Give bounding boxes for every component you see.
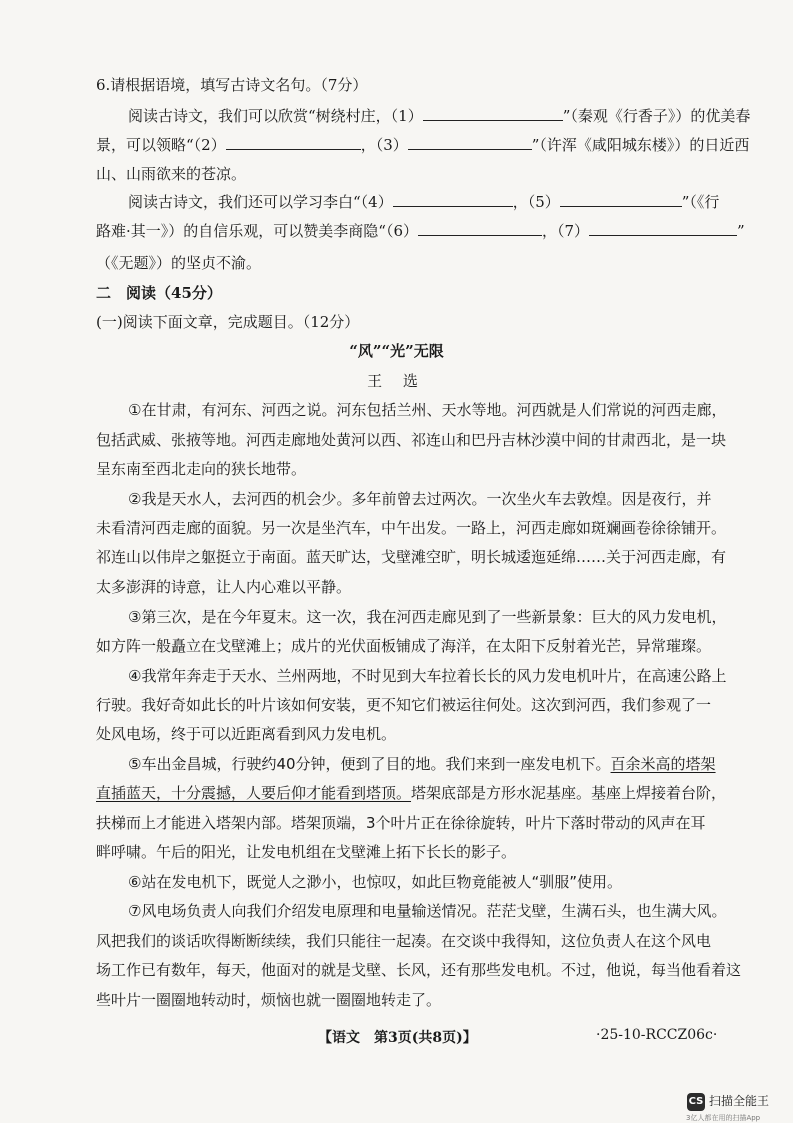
paragraph-3-line-2: 如方阵一般矗立在戈壁滩上；成片的光伏面板铺成了海洋，在太阳下反射着光芒，异常璀璨。 [96,637,712,655]
camscanner-tagline: 3亿人都在用的扫描App [686,1114,761,1122]
blank-3[interactable] [408,134,532,150]
page-footer-code: ·25-10-RCCZ06c· [596,1027,718,1043]
paragraph-2-line-4: 太多澎湃的诗意，让人内心难以平静。 [96,578,352,596]
paragraph-2-line-1: ②我是天水人，去河西的机会少。多年前曾去过两次。一次坐火车去敦煌。因是夜行，并 [128,490,712,508]
paragraph-2-line-2: 未看清河西走廊的面貌。另一次是坐汽车，中午出发。一路上，河西走廊如斑斓画卷徐徐铺开。 [96,519,727,537]
section-2-subheading: (一)阅读下面文章，完成题目。（12分） [96,313,360,331]
camscanner-name: 扫描全能王 [709,1094,770,1108]
question-6-line-3: 山、山雨欲来的苍凉。 [96,165,247,183]
paragraph-6-line-1: ⑥站在发电机下，既觉人之渺小，也惊叹，如此巨物竟能被人“驯服”使用。 [128,873,622,891]
blank-7[interactable] [589,220,737,236]
paragraph-4-line-1: ④我常年奔走于天水、兰州两地，不时见到大车拉着长长的风力发电机叶片，在高速公路上 [128,667,727,685]
blank-2[interactable] [226,134,361,150]
blank-5[interactable] [560,191,682,207]
paragraph-1-line-2: 包括武威、张掖等地。河西走廊地处黄河以西、祁连山和巴丹吉林沙漠中间的甘肃西北，是一块 [96,431,727,449]
blank-6[interactable] [418,220,542,236]
question-6-line-5: 路难·其一》）的自信乐观，可以赞美李商隐“（6） ，（7） ” [96,222,745,240]
page-footer-label: 【语文 第3页(共8页)】 [318,1030,477,1046]
question-6-heading: 6.请根据语境，填写古诗文名句。（7分） [96,76,368,94]
paragraph-2-line-3: 祁连山以伟岸之躯挺立于南面。蓝天旷达，戈壁滩空旷，明长城逶迤延绵……关于河西走廊，有 [96,548,727,566]
paragraph-7-line-2: 风把我们的谈话吹得断断续续，我们只能往一起凑。在交谈中我得知，这位负责人在这个风电 [96,932,712,950]
camscanner-logo-icon: CS [687,1093,705,1111]
paragraph-5-line-2: 直插蓝天，十分震撼，人要后仰才能看到塔顶。塔架底部是方形水泥基座。基座上焊接着台阶， [96,784,727,802]
paragraph-5-line-3: 扶梯而上才能进入塔架内部。塔架顶端，3个叶片正在徐徐旋转，叶片下落时带动的风声在耳 [96,814,706,832]
paragraph-4-line-2: 行驶。我好奇如此长的叶片该如何安装，更不知它们被运往何处。这次到河西，我们参观了一 [96,696,712,714]
article-title: “风”“光”无限 [349,342,444,360]
question-6-line-2: 景，可以领略“（2） ，（3） ”（许浑《咸阳城东楼》）的日近西 [96,136,750,154]
paragraph-7-line-4: 些叶片一圈圈地转动时，烦恼也就一圈圈地转走了。 [96,991,442,1009]
section-2-heading: 二 阅读（45分） [96,284,222,302]
paragraph-7-line-3: 场工作已有数年，每天，他面对的就是戈壁、长风，还有那些发电机。不过，他说，每当他看着这 [96,961,742,979]
paragraph-5-line-4: 畔呼啸。午后的阳光，让发电机组在戈壁滩上拓下长长的影子。 [96,843,517,861]
article-author: 王 选 [367,372,426,390]
underlined-sentence-part-2: 直插蓝天，十分震撼，人要后仰才能看到塔顶。 [96,784,412,802]
paragraph-7-line-1: ⑦风电场负责人向我们介绍发电原理和电量输送情况。茫茫戈壁，生满石头，也生满大风。 [128,902,727,920]
paragraph-1-line-1: ①在甘肃，有河东、河西之说。河东包括兰州、天水等地。河西就是人们常说的河西走廊， [128,401,727,419]
question-6-line-4: 阅读古诗文，我们还可以学习李白“（4） ，（5） ”（《行 [128,193,720,211]
question-6-line-6: （《无题》）的坚贞不渝。 [96,254,262,272]
paragraph-1-line-3: 呈东南至西北走向的狭长地带。 [96,460,307,478]
blank-1[interactable] [423,105,563,121]
blank-4[interactable] [393,191,513,207]
paragraph-4-line-3: 处风电场，终于可以近距离看到风力发电机。 [96,725,397,743]
question-6-line-1: 阅读古诗文，我们可以欣赏“树绕村庄，（1） ”（秦观《行香子》）的优美春 [128,107,751,125]
underlined-sentence-part-1: 百余米高的塔架 [610,755,716,773]
paragraph-3-line-1: ③第三次，是在今年夏末。这一次，我在河西走廊见到了一些新景象：巨大的风力发电机， [128,608,727,626]
paragraph-5-line-1: ⑤车出金昌城，行驶约40分钟，便到了目的地。我们来到一座发电机下。百余米高的塔架 [128,755,716,773]
